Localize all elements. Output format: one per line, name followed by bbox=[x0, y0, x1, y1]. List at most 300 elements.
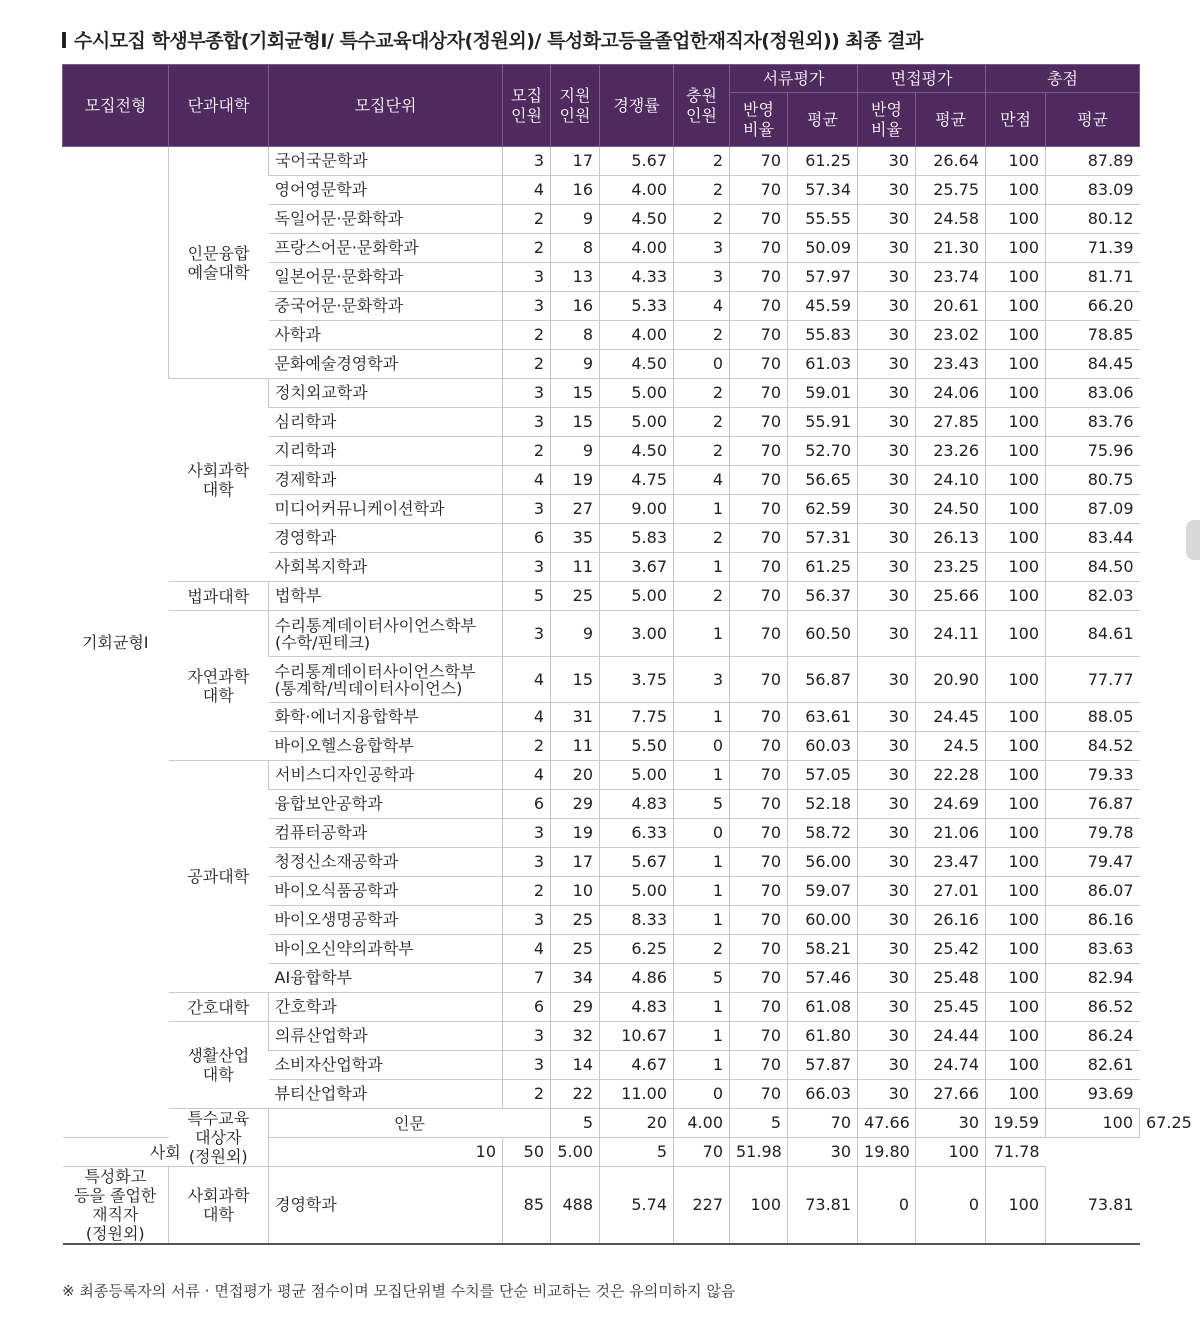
value-cell: 20.90 bbox=[916, 657, 986, 703]
unit-cell: 사회 bbox=[63, 1138, 269, 1167]
value-cell: 70 bbox=[730, 790, 788, 819]
unit-cell: 의류산업학과 bbox=[269, 1022, 503, 1051]
value-cell: 4.00 bbox=[674, 1109, 730, 1138]
value-cell: 55.83 bbox=[788, 321, 858, 350]
unit-cell: AI융합학부 bbox=[269, 964, 503, 993]
page-title bbox=[62, 26, 923, 53]
footnote: ※ 최종등록자의 서류 · 면접평가 평균 점수이며 모집단위별 수치를 단순 비교하는 것은 유의미하지 않음 bbox=[62, 1282, 736, 1300]
value-cell: 15 bbox=[551, 408, 600, 437]
value-cell: 5 bbox=[730, 1109, 788, 1138]
scroll-handle[interactable] bbox=[1186, 520, 1200, 560]
value-cell: 15 bbox=[551, 379, 600, 408]
value-cell: 3 bbox=[674, 263, 730, 292]
value-cell: 30 bbox=[858, 1051, 916, 1080]
value-cell: 83.09 bbox=[1046, 176, 1140, 205]
value-cell: 70 bbox=[730, 732, 788, 761]
unit-cell: 심리학과 bbox=[269, 408, 503, 437]
value-cell: 24.45 bbox=[916, 703, 986, 732]
value-cell: 100 bbox=[986, 263, 1046, 292]
value-cell: 0 bbox=[674, 732, 730, 761]
header-doc-group: 서류평가 bbox=[730, 65, 858, 93]
unit-cell: 중국어문·문화학과 bbox=[269, 292, 503, 321]
value-cell: 55.55 bbox=[788, 205, 858, 234]
value-cell: 30 bbox=[858, 466, 916, 495]
value-cell: 13 bbox=[551, 263, 600, 292]
value-cell: 50.09 bbox=[788, 234, 858, 263]
unit-cell: 바이오생명공학과 bbox=[269, 906, 503, 935]
value-cell: 47.66 bbox=[858, 1109, 916, 1138]
header-total-full: 만점 bbox=[986, 93, 1046, 147]
value-cell: 4.83 bbox=[600, 790, 674, 819]
unit-cell: 뷰티산업학과 bbox=[269, 1080, 503, 1109]
value-cell: 83.76 bbox=[1046, 408, 1140, 437]
value-cell: 59.07 bbox=[788, 877, 858, 906]
value-cell: 52.18 bbox=[788, 790, 858, 819]
value-cell: 70 bbox=[730, 964, 788, 993]
value-cell: 30 bbox=[858, 582, 916, 611]
value-cell: 3 bbox=[503, 147, 551, 176]
value-cell: 30 bbox=[858, 379, 916, 408]
value-cell: 70 bbox=[674, 1138, 730, 1167]
value-cell: 23.43 bbox=[916, 350, 986, 379]
value-cell: 8.33 bbox=[600, 906, 674, 935]
type-cell: 기회균형Ⅰ bbox=[63, 147, 169, 1138]
value-cell: 19 bbox=[551, 466, 600, 495]
value-cell: 3.75 bbox=[600, 657, 674, 703]
unit-cell: 경영학과 bbox=[269, 524, 503, 553]
value-cell: 2 bbox=[503, 1080, 551, 1109]
value-cell: 70 bbox=[730, 466, 788, 495]
value-cell: 30 bbox=[858, 147, 916, 176]
value-cell: 57.46 bbox=[788, 964, 858, 993]
value-cell: 5.33 bbox=[600, 292, 674, 321]
value-cell: 27.01 bbox=[916, 877, 986, 906]
value-cell: 30 bbox=[858, 848, 916, 877]
value-cell: 30 bbox=[858, 819, 916, 848]
value-cell: 27 bbox=[551, 495, 600, 524]
value-cell: 2 bbox=[503, 732, 551, 761]
type-cell: 특수교육 대상자 (정원외) bbox=[169, 1109, 269, 1167]
header-extra: 충원 인원 bbox=[674, 65, 730, 147]
value-cell: 100 bbox=[986, 408, 1046, 437]
unit-cell: 청정신소재공학과 bbox=[269, 848, 503, 877]
value-cell: 70 bbox=[730, 176, 788, 205]
value-cell: 17 bbox=[551, 848, 600, 877]
value-cell: 100 bbox=[986, 147, 1046, 176]
value-cell: 30 bbox=[858, 790, 916, 819]
value-cell: 30 bbox=[858, 524, 916, 553]
value-cell: 30 bbox=[858, 1022, 916, 1051]
value-cell: 20 bbox=[551, 761, 600, 790]
value-cell: 30 bbox=[858, 703, 916, 732]
value-cell: 34 bbox=[551, 964, 600, 993]
value-cell: 24.5 bbox=[916, 732, 986, 761]
value-cell: 70 bbox=[730, 703, 788, 732]
value-cell: 24.50 bbox=[916, 495, 986, 524]
unit-cell: 융합보안공학과 bbox=[269, 790, 503, 819]
value-cell: 75.96 bbox=[1046, 437, 1140, 466]
value-cell: 59.01 bbox=[788, 379, 858, 408]
value-cell: 4.00 bbox=[600, 234, 674, 263]
value-cell: 78.85 bbox=[1046, 321, 1140, 350]
value-cell: 23.26 bbox=[916, 437, 986, 466]
unit-cell: 일본어문·문화학과 bbox=[269, 263, 503, 292]
college-cell: 사회과학 대학 bbox=[169, 1167, 269, 1245]
value-cell: 71.39 bbox=[1046, 234, 1140, 263]
college-cell: 공과대학 bbox=[169, 761, 269, 993]
value-cell: 3 bbox=[503, 495, 551, 524]
value-cell: 76.87 bbox=[1046, 790, 1140, 819]
table-row bbox=[63, 611, 1140, 657]
value-cell: 5 bbox=[674, 964, 730, 993]
unit-cell: 수리통계데이터사이언스학부 (통계학/빅데이터사이언스) bbox=[269, 657, 503, 703]
unit-cell: 법학부 bbox=[269, 582, 503, 611]
value-cell: 73.81 bbox=[788, 1167, 858, 1245]
value-cell: 88.05 bbox=[1046, 703, 1140, 732]
header-interview-avg: 평균 bbox=[916, 93, 986, 147]
value-cell: 0 bbox=[674, 1080, 730, 1109]
value-cell: 1 bbox=[674, 553, 730, 582]
value-cell: 57.31 bbox=[788, 524, 858, 553]
value-cell: 3 bbox=[503, 1022, 551, 1051]
value-cell: 70 bbox=[730, 495, 788, 524]
value-cell: 100 bbox=[1046, 1109, 1140, 1138]
unit-cell: 간호학과 bbox=[269, 993, 503, 1022]
value-cell: 62.59 bbox=[788, 495, 858, 524]
value-cell: 0 bbox=[674, 819, 730, 848]
value-cell: 100 bbox=[986, 761, 1046, 790]
value-cell: 4.83 bbox=[600, 993, 674, 1022]
value-cell: 100 bbox=[916, 1138, 986, 1167]
value-cell: 4 bbox=[674, 466, 730, 495]
value-cell: 4.86 bbox=[600, 964, 674, 993]
value-cell: 25.48 bbox=[916, 964, 986, 993]
value-cell: 30 bbox=[858, 205, 916, 234]
unit-cell: 지리학과 bbox=[269, 437, 503, 466]
value-cell: 1 bbox=[674, 848, 730, 877]
value-cell: 79.78 bbox=[1046, 819, 1140, 848]
value-cell: 57.97 bbox=[788, 263, 858, 292]
value-cell: 4 bbox=[503, 761, 551, 790]
college-cell: 자연과학 대학 bbox=[169, 611, 269, 761]
value-cell: 2 bbox=[674, 935, 730, 964]
value-cell: 3 bbox=[503, 292, 551, 321]
value-cell: 30 bbox=[858, 321, 916, 350]
value-cell: 4 bbox=[503, 176, 551, 205]
unit-cell: 바이오헬스융합학부 bbox=[269, 732, 503, 761]
unit-cell: 바이오신약의과학부 bbox=[269, 935, 503, 964]
unit-cell: 문화예술경영학과 bbox=[269, 350, 503, 379]
value-cell: 100 bbox=[986, 1022, 1046, 1051]
header-interview-group: 면접평가 bbox=[858, 65, 986, 93]
value-cell: 82.03 bbox=[1046, 582, 1140, 611]
value-cell: 30 bbox=[858, 176, 916, 205]
value-cell: 100 bbox=[986, 657, 1046, 703]
table-row bbox=[63, 993, 1140, 1022]
value-cell: 3 bbox=[503, 848, 551, 877]
value-cell: 25 bbox=[551, 935, 600, 964]
value-cell: 100 bbox=[986, 437, 1046, 466]
value-cell: 70 bbox=[730, 408, 788, 437]
value-cell: 4.00 bbox=[600, 176, 674, 205]
value-cell: 61.25 bbox=[788, 553, 858, 582]
value-cell: 29 bbox=[551, 790, 600, 819]
value-cell: 27.85 bbox=[916, 408, 986, 437]
value-cell: 86.07 bbox=[1046, 877, 1140, 906]
value-cell: 1 bbox=[674, 495, 730, 524]
unit-cell: 정치외교학과 bbox=[269, 379, 503, 408]
value-cell: 60.03 bbox=[788, 732, 858, 761]
value-cell: 70 bbox=[730, 437, 788, 466]
value-cell: 5 bbox=[600, 1138, 674, 1167]
value-cell: 2 bbox=[674, 582, 730, 611]
value-cell: 26.64 bbox=[916, 147, 986, 176]
value-cell: 100 bbox=[986, 495, 1046, 524]
value-cell: 61.08 bbox=[788, 993, 858, 1022]
value-cell: 30 bbox=[858, 234, 916, 263]
value-cell: 24.58 bbox=[916, 205, 986, 234]
value-cell: 2 bbox=[674, 379, 730, 408]
value-cell: 1 bbox=[674, 993, 730, 1022]
value-cell: 100 bbox=[986, 1051, 1046, 1080]
value-cell: 16 bbox=[551, 292, 600, 321]
value-cell: 52.70 bbox=[788, 437, 858, 466]
value-cell: 25.75 bbox=[916, 176, 986, 205]
unit-cell: 바이오식품공학과 bbox=[269, 877, 503, 906]
value-cell: 4.50 bbox=[600, 205, 674, 234]
value-cell: 3 bbox=[503, 1051, 551, 1080]
value-cell: 3 bbox=[503, 611, 551, 657]
unit-cell: 서비스디자인공학과 bbox=[269, 761, 503, 790]
value-cell: 19 bbox=[551, 819, 600, 848]
value-cell: 14 bbox=[551, 1051, 600, 1080]
value-cell: 1 bbox=[674, 611, 730, 657]
value-cell: 1 bbox=[674, 703, 730, 732]
college-cell: 간호대학 bbox=[169, 993, 269, 1022]
value-cell: 30 bbox=[858, 906, 916, 935]
value-cell: 84.52 bbox=[1046, 732, 1140, 761]
value-cell: 56.00 bbox=[788, 848, 858, 877]
value-cell: 8 bbox=[551, 234, 600, 263]
unit-cell: 영어영문학과 bbox=[269, 176, 503, 205]
table-row bbox=[63, 147, 1140, 176]
value-cell: 100 bbox=[986, 732, 1046, 761]
value-cell: 100 bbox=[986, 906, 1046, 935]
value-cell: 100 bbox=[986, 993, 1046, 1022]
value-cell: 6 bbox=[503, 993, 551, 1022]
value-cell: 23.47 bbox=[916, 848, 986, 877]
unit-cell: 사회복지학과 bbox=[269, 553, 503, 582]
value-cell: 86.52 bbox=[1046, 993, 1140, 1022]
value-cell: 24.69 bbox=[916, 790, 986, 819]
value-cell: 70 bbox=[730, 524, 788, 553]
results-table bbox=[62, 64, 1192, 1245]
value-cell: 6 bbox=[503, 790, 551, 819]
value-cell: 60.50 bbox=[788, 611, 858, 657]
value-cell: 4 bbox=[503, 935, 551, 964]
value-cell: 51.98 bbox=[730, 1138, 788, 1167]
value-cell: 100 bbox=[986, 877, 1046, 906]
header-applicants: 지원 인원 bbox=[551, 65, 600, 147]
value-cell: 5.00 bbox=[600, 761, 674, 790]
value-cell: 100 bbox=[986, 524, 1046, 553]
value-cell: 100 bbox=[986, 292, 1046, 321]
value-cell: 100 bbox=[986, 205, 1046, 234]
value-cell: 25.66 bbox=[916, 582, 986, 611]
value-cell: 58.21 bbox=[788, 935, 858, 964]
value-cell: 30 bbox=[858, 877, 916, 906]
value-cell: 7 bbox=[503, 964, 551, 993]
value-cell: 30 bbox=[858, 761, 916, 790]
value-cell: 1 bbox=[674, 877, 730, 906]
value-cell: 4.33 bbox=[600, 263, 674, 292]
value-cell: 10 bbox=[551, 877, 600, 906]
value-cell: 1 bbox=[674, 1051, 730, 1080]
value-cell: 2 bbox=[674, 205, 730, 234]
unit-cell: 경제학과 bbox=[269, 466, 503, 495]
value-cell: 56.37 bbox=[788, 582, 858, 611]
value-cell: 3 bbox=[503, 553, 551, 582]
value-cell: 9 bbox=[551, 205, 600, 234]
value-cell: 5.00 bbox=[600, 379, 674, 408]
header-college: 단과대학 bbox=[169, 65, 269, 147]
value-cell: 5.67 bbox=[600, 848, 674, 877]
value-cell: 30 bbox=[858, 263, 916, 292]
value-cell: 70 bbox=[730, 819, 788, 848]
value-cell: 9 bbox=[551, 437, 600, 466]
value-cell: 83.44 bbox=[1046, 524, 1140, 553]
value-cell: 5 bbox=[503, 582, 551, 611]
value-cell: 73.81 bbox=[1046, 1167, 1140, 1245]
value-cell: 57.05 bbox=[788, 761, 858, 790]
value-cell: 100 bbox=[986, 848, 1046, 877]
value-cell: 3.00 bbox=[600, 611, 674, 657]
college-cell: 법과대학 bbox=[169, 582, 269, 611]
value-cell: 4.50 bbox=[600, 350, 674, 379]
value-cell: 4.00 bbox=[600, 321, 674, 350]
value-cell: 24.44 bbox=[916, 1022, 986, 1051]
value-cell: 85 bbox=[503, 1167, 551, 1245]
value-cell: 3 bbox=[503, 263, 551, 292]
value-cell: 70 bbox=[730, 611, 788, 657]
unit-cell: 프랑스어문·문화학과 bbox=[269, 234, 503, 263]
value-cell: 30 bbox=[858, 350, 916, 379]
value-cell: 0 bbox=[916, 1167, 986, 1245]
value-cell: 0 bbox=[674, 350, 730, 379]
value-cell: 24.74 bbox=[916, 1051, 986, 1080]
value-cell: 5.00 bbox=[600, 408, 674, 437]
value-cell: 11 bbox=[551, 732, 600, 761]
value-cell: 71.78 bbox=[986, 1138, 1046, 1167]
value-cell: 1 bbox=[674, 1022, 730, 1051]
value-cell: 2 bbox=[674, 437, 730, 466]
value-cell: 86.24 bbox=[1046, 1022, 1140, 1051]
value-cell: 70 bbox=[730, 657, 788, 703]
value-cell: 22 bbox=[551, 1080, 600, 1109]
value-cell: 3 bbox=[503, 379, 551, 408]
value-cell: 70 bbox=[730, 205, 788, 234]
value-cell: 30 bbox=[858, 1080, 916, 1109]
value-cell: 100 bbox=[986, 553, 1046, 582]
value-cell: 30 bbox=[858, 993, 916, 1022]
value-cell: 3 bbox=[503, 408, 551, 437]
value-cell: 24.10 bbox=[916, 466, 986, 495]
value-cell: 3.67 bbox=[600, 553, 674, 582]
value-cell: 70 bbox=[730, 848, 788, 877]
value-cell: 6.33 bbox=[600, 819, 674, 848]
value-cell: 70 bbox=[730, 234, 788, 263]
value-cell: 3 bbox=[503, 906, 551, 935]
value-cell: 50 bbox=[503, 1138, 551, 1167]
value-cell: 86.16 bbox=[1046, 906, 1140, 935]
value-cell: 57.87 bbox=[788, 1051, 858, 1080]
header-doc-weight: 반영 비율 bbox=[730, 93, 788, 147]
value-cell: 100 bbox=[986, 466, 1046, 495]
unit-cell: 국어국문학과 bbox=[269, 147, 503, 176]
value-cell: 70 bbox=[788, 1109, 858, 1138]
value-cell: 100 bbox=[730, 1167, 788, 1245]
value-cell: 70 bbox=[730, 1080, 788, 1109]
value-cell: 11 bbox=[551, 553, 600, 582]
value-cell: 80.12 bbox=[1046, 205, 1140, 234]
value-cell: 30 bbox=[858, 292, 916, 321]
value-cell: 2 bbox=[674, 176, 730, 205]
value-cell: 70 bbox=[730, 761, 788, 790]
value-cell: 82.61 bbox=[1046, 1051, 1140, 1080]
value-cell: 5.74 bbox=[600, 1167, 674, 1245]
value-cell: 35 bbox=[551, 524, 600, 553]
header-unit: 모집단위 bbox=[269, 65, 503, 147]
value-cell: 24.06 bbox=[916, 379, 986, 408]
value-cell: 30 bbox=[788, 1138, 858, 1167]
value-cell: 4.75 bbox=[600, 466, 674, 495]
value-cell: 488 bbox=[551, 1167, 600, 1245]
value-cell: 100 bbox=[986, 1080, 1046, 1109]
value-cell: 30 bbox=[916, 1109, 986, 1138]
value-cell: 57.34 bbox=[788, 176, 858, 205]
value-cell: 24.11 bbox=[916, 611, 986, 657]
value-cell: 30 bbox=[858, 553, 916, 582]
value-cell: 0 bbox=[858, 1167, 916, 1245]
value-cell: 100 bbox=[986, 234, 1046, 263]
value-cell: 100 bbox=[986, 790, 1046, 819]
value-cell: 5.83 bbox=[600, 524, 674, 553]
type-cell: 특성화고 등을 졸업한 재직자 (정원외) bbox=[63, 1167, 169, 1245]
value-cell: 84.61 bbox=[1046, 611, 1140, 657]
value-cell: 2 bbox=[503, 877, 551, 906]
value-cell: 79.47 bbox=[1046, 848, 1140, 877]
value-cell: 19.80 bbox=[858, 1138, 916, 1167]
value-cell: 20.61 bbox=[916, 292, 986, 321]
header-ratio: 경쟁률 bbox=[600, 65, 674, 147]
value-cell: 81.71 bbox=[1046, 263, 1140, 292]
value-cell: 15 bbox=[551, 657, 600, 703]
value-cell: 66.20 bbox=[1046, 292, 1140, 321]
value-cell: 77.77 bbox=[1046, 657, 1140, 703]
value-cell: 4 bbox=[674, 292, 730, 321]
value-cell: 5.00 bbox=[600, 877, 674, 906]
value-cell: 58.72 bbox=[788, 819, 858, 848]
value-cell: 100 bbox=[986, 176, 1046, 205]
value-cell: 2 bbox=[674, 408, 730, 437]
value-cell: 100 bbox=[986, 935, 1046, 964]
value-cell: 30 bbox=[858, 495, 916, 524]
value-cell: 31 bbox=[551, 703, 600, 732]
college-cell: 인문융합 예술대학 bbox=[169, 147, 269, 379]
value-cell: 30 bbox=[858, 935, 916, 964]
value-cell: 56.65 bbox=[788, 466, 858, 495]
value-cell: 23.25 bbox=[916, 553, 986, 582]
